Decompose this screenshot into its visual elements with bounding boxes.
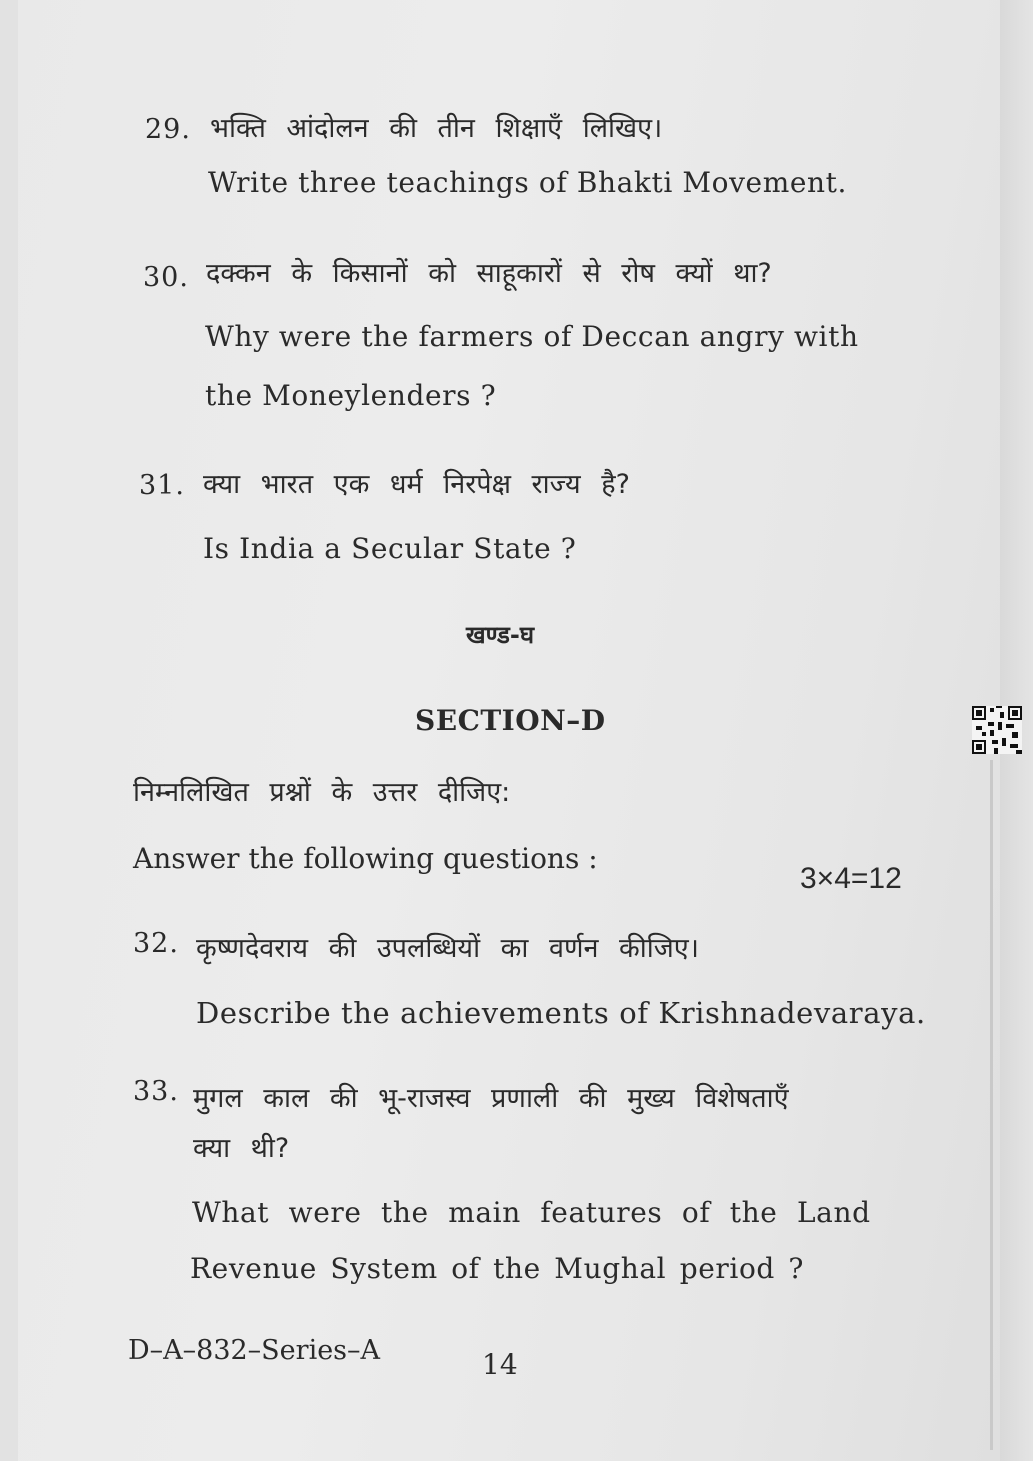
question-hindi: कृष्णदेवराय की उपलब्धियों का वर्णन कीजिए।	[196, 933, 699, 964]
question-number: 31.	[139, 470, 185, 501]
marks-allocation: 3×4=12	[800, 862, 902, 895]
instruction-hindi: निम्नलिखित प्रश्नों के उत्तर दीजिए:	[133, 777, 511, 808]
section-title: SECTION–D	[415, 704, 606, 737]
qr-code-icon	[972, 706, 1022, 754]
question-english-line-2: Revenue System of the Mughal period ?	[190, 1252, 805, 1285]
question-hindi: दक्कन के किसानों को साहूकारों से रोष क्यों था?	[206, 258, 772, 289]
question-hindi-line-1: मुगल काल की भू-राजस्व प्रणाली की मुख्य विशेषताएँ	[193, 1083, 789, 1114]
page-left-edge	[0, 0, 18, 1461]
question-english-line-1: What were the main features of the Land	[192, 1196, 871, 1229]
instruction-english: Answer the following questions :	[133, 842, 598, 875]
paper-code: D–A–832–Series–A	[128, 1335, 381, 1366]
question-english-line-1: Why were the farmers of Deccan angry with	[205, 320, 859, 353]
question-hindi: भक्ति आंदोलन की तीन शिक्षाएँ लिखिए।	[210, 113, 663, 144]
question-hindi: क्या भारत एक धर्म निरपेक्ष राज्य है?	[203, 469, 630, 500]
page-fold-shadow	[990, 760, 993, 1450]
question-english-line-2: the Moneylenders ?	[205, 379, 497, 412]
question-number: 30.	[143, 262, 189, 293]
question-english: Describe the achievements of Krishnadevaraya.	[196, 996, 926, 1030]
question-number: 29.	[145, 114, 191, 145]
question-number: 32.	[133, 928, 179, 959]
question-number: 33.	[133, 1076, 179, 1107]
page-number: 14	[482, 1348, 518, 1381]
question-english: Is India a Secular State ?	[203, 532, 577, 565]
question-english: Write three teachings of Bhakti Movement.	[208, 166, 848, 199]
question-hindi-line-2: क्या थी?	[193, 1133, 290, 1164]
section-title-hindi: खण्ड-घ	[466, 621, 535, 649]
